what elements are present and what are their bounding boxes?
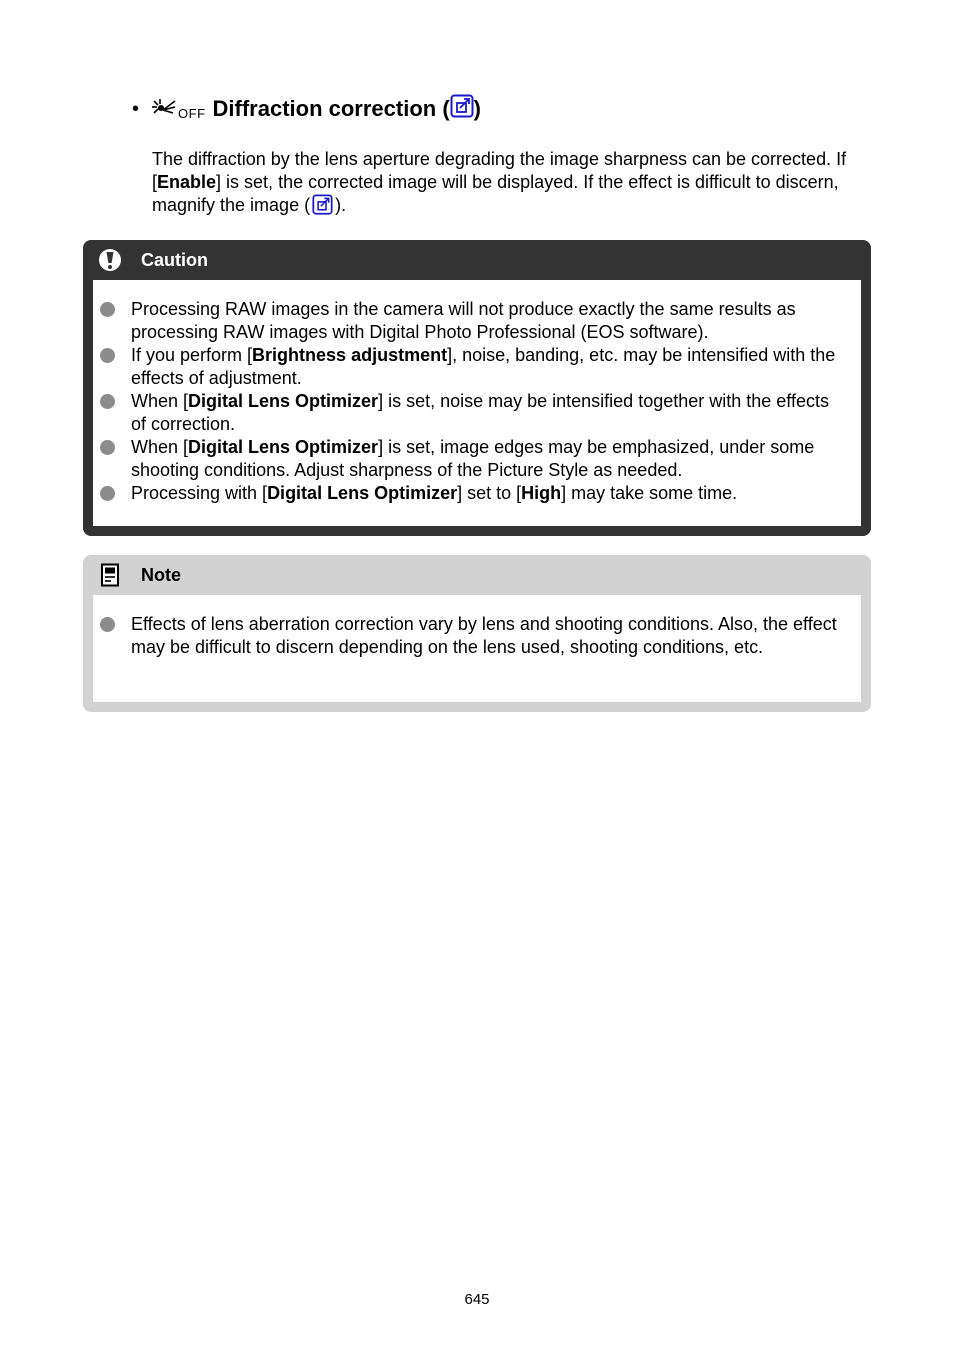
- diffraction-correction-off-icon: [151, 98, 206, 120]
- list-item: When [Digital Lens Optimizer] is set, noise may be intensified together with the effects of correction.: [93, 390, 861, 436]
- paragraph-text-1: The diffraction by the lens aperture degrading the image sharpness can be corrected. If [: [152, 149, 847, 192]
- off-label: OFF: [178, 106, 206, 121]
- memo-note-icon: [97, 563, 123, 587]
- heading-bullet: •: [132, 97, 140, 120]
- magnify-link-icon[interactable]: [450, 94, 474, 124]
- section-heading: [132, 94, 481, 124]
- list-item: Effects of lens aberration correction vary by lens and shooting conditions. Also, the effect may be difficult to discern depending on the lens used, shooting conditions, etc.: [93, 613, 861, 659]
- list-item: Processing RAW images in the camera will not produce exactly the same results as processing RAW images with Digital Photo Professional (EOS software).: [93, 298, 861, 344]
- caution-box: [83, 240, 871, 536]
- caution-list: [93, 298, 861, 505]
- caution-exclamation-icon: [97, 248, 123, 272]
- note-list: [93, 613, 861, 659]
- section-title: Diffraction correction (: [212, 96, 450, 121]
- page-number: 645: [464, 1291, 490, 1308]
- caution-header: [83, 240, 871, 280]
- note-title: Note: [141, 564, 181, 585]
- enable-keyword: Enable: [157, 172, 217, 192]
- paragraph-text-3: ).: [335, 195, 347, 215]
- list-item: Processing with [Digital Lens Optimizer] set to [High] may take some time.: [93, 482, 861, 505]
- magnify-link-icon[interactable]: [312, 194, 333, 221]
- caution-title: Caution: [141, 249, 208, 270]
- caution-body: [93, 280, 861, 526]
- section-title-close: ): [473, 96, 481, 121]
- description-paragraph: [152, 148, 852, 221]
- list-item: If you perform [Brightness adjustment], noise, banding, etc. may be intensified with the effects of adjustment.: [93, 344, 861, 390]
- note-header: [83, 555, 871, 595]
- list-item: When [Digital Lens Optimizer] is set, image edges may be emphasized, under some shooting conditions. Adjust sharpness of the Picture Style as needed.: [93, 436, 861, 482]
- note-body: [93, 595, 861, 702]
- paragraph-text-2: ] is set, the corrected image will be displayed. If the effect is difficult to discern, magnify the image (: [152, 172, 839, 215]
- note-box: [83, 555, 871, 712]
